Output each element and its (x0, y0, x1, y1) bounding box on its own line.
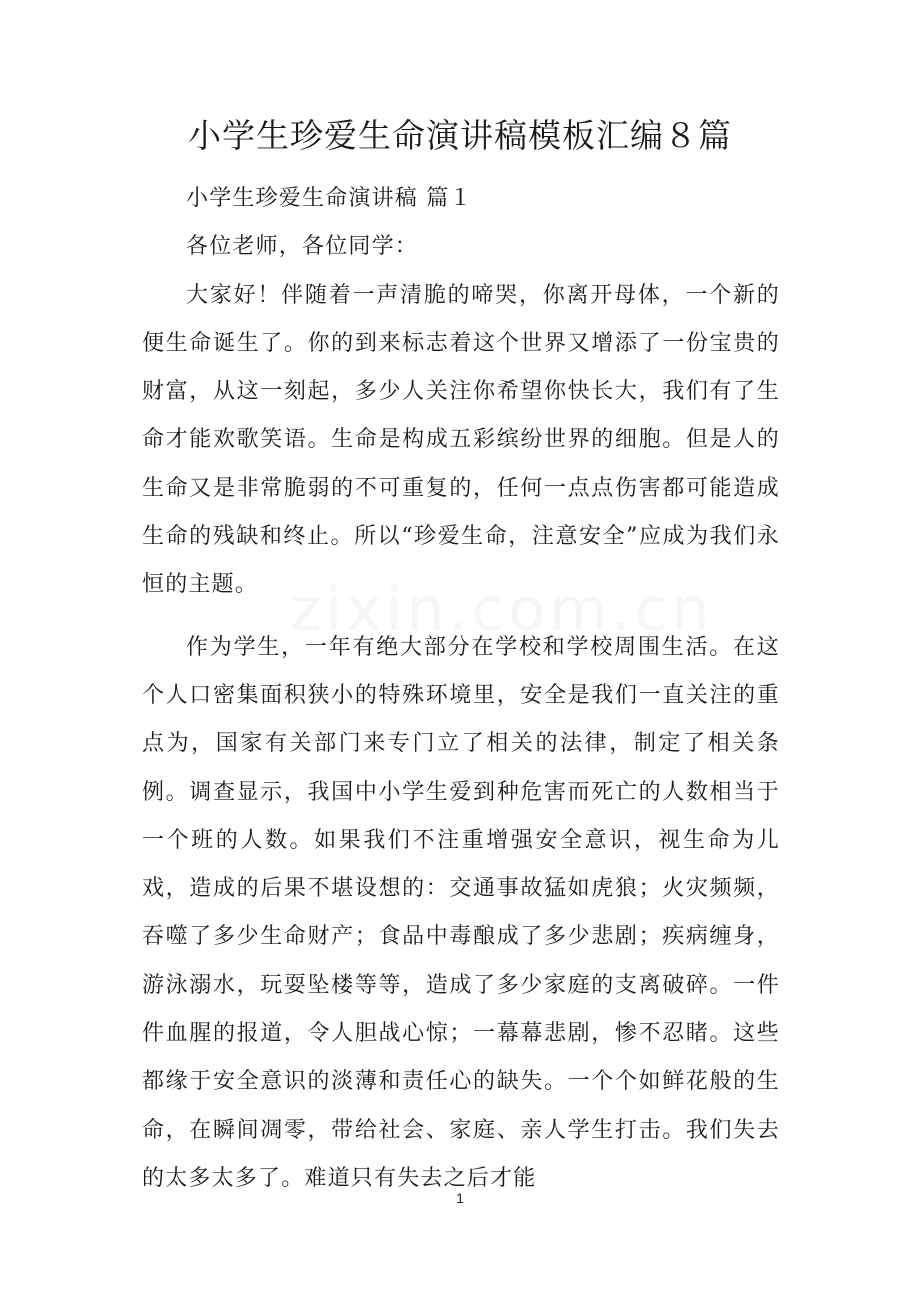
page-number: 1 (456, 1190, 464, 1206)
paragraph-gap (142, 610, 780, 624)
document-title: 小学生珍爱生命演讲稿模板汇编８篇 (188, 116, 732, 155)
watermark: zixin.com.cn (290, 575, 714, 645)
section-subtitle: 小学生珍爱生命演讲稿 篇１ (186, 186, 473, 211)
paragraph-2: 作为学生，一年有绝大部分在学校和学校周围生活。在这个人口密集面积狭小的特殊环境里，安全是我们一直关注的重点为，国家有关部门来专门立了相关的法律，制定了相关条例。调查显示，我国中小学生爱到种危害而死亡的人数相当于一个班的人数。如果我们不注重增强安全意识，视生命为儿戏，造成的后果不堪设想的：交通事故猛如虎狼；火灾频频，吞噬了多少生命财产；食品中毒酿成了多少悲剧；疾病缠身，游泳溺水，玩耍坠楼等等，造成了多少家庭的支离破碎。一件件血腥的报道，令人胆战心惊；一幕幕悲剧，惨不忍睹。这些都缘于安全意识的淡薄和责任心的缺失。一个个如鲜花般的生命，在瞬间凋零，带给社会、家庭、亲人学生打击。我们失去的太多太多了。难道只有失去之后才能 (142, 634, 780, 1191)
paragraph-1: 大家好！伴随着一声清脆的啼哭，你离开母体，一个新的便生命诞生了。你的到来标志着这个世界又增添了一份宝贵的财富，从这一刻起，多少人关注你希望你快长大，我们有了生命才能欢歌笑语。生命是构成五彩缤纷世界的细胞。但是人的生命又是非常脆弱的不可重复的，任何一点点伤害都可能造成生命的残缺和终止。所以“珍爱生命，注意安全”应成为我们永恒的主题。 (142, 282, 780, 598)
document-body (142, 175, 780, 1203)
greeting: 各位老师，各位同学： (186, 234, 419, 260)
